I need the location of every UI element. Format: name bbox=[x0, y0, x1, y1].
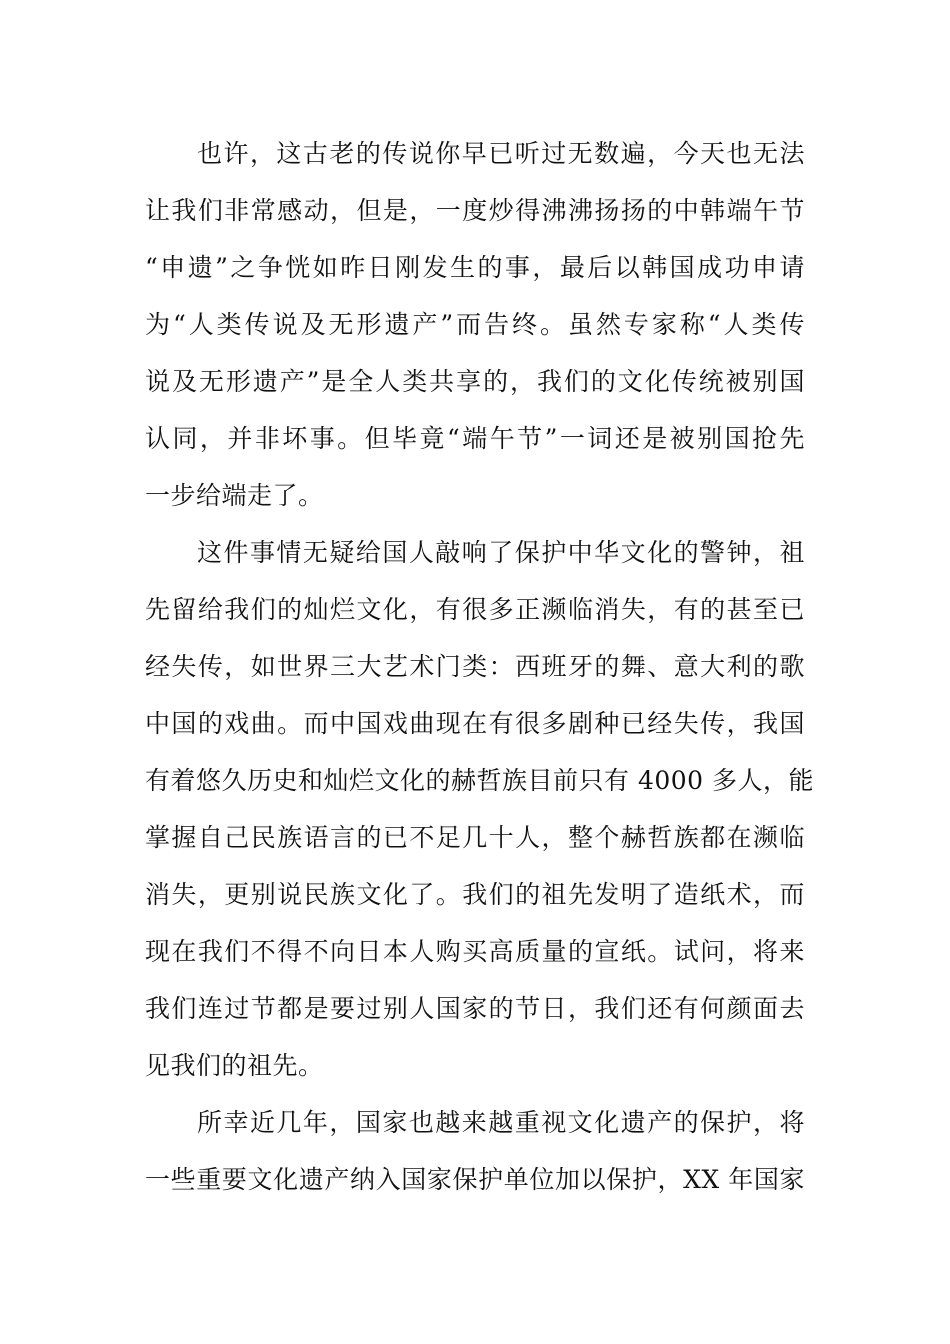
paragraph-line: 让我们非常感动，但是，一度炒得沸沸扬扬的中韩端午节 bbox=[145, 196, 805, 225]
paragraph-line: 也许，这古老的传说你早已听过无数遍，今天也无法 bbox=[197, 139, 805, 168]
paragraph-line: 有着悠久历史和灿烂文化的赫哲族目前只有 4000 多人，能 bbox=[145, 766, 815, 795]
paragraph-line: 现在我们不得不向日本人购买高质量的宣纸。试问，将来 bbox=[145, 937, 805, 966]
paragraph-line: 消失，更别说民族文化了。我们的祖先发明了造纸术，而 bbox=[145, 880, 805, 909]
paragraph-line: 见我们的祖先。 bbox=[145, 1051, 324, 1080]
paragraph-line: 认同，并非坏事。但毕竟“端午节”一词还是被别国抢先 bbox=[145, 424, 805, 453]
paragraph-line: 说及无形遗产”是全人类共享的，我们的文化传统被别国 bbox=[145, 367, 805, 396]
paragraph-line: 先留给我们的灿烂文化，有很多正濒临消失，有的甚至已 bbox=[145, 595, 805, 624]
paragraph-line: 一步给端走了。 bbox=[145, 481, 324, 510]
paragraph-line: 中国的戏曲。而中国戏曲现在有很多剧种已经失传，我国 bbox=[145, 709, 805, 738]
paragraph-line: 一些重要文化遗产纳入国家保护单位加以保护，XX 年国家 bbox=[145, 1165, 805, 1194]
paragraph-line: 所幸近几年，国家也越来越重视文化遗产的保护，将 bbox=[197, 1108, 805, 1137]
paragraph-line: “申遗”之争恍如昨日刚发生的事，最后以韩国成功申请 bbox=[145, 253, 805, 282]
paragraph-line: 为“人类传说及无形遗产”而告终。虽然专家称“人类传 bbox=[145, 310, 805, 339]
paragraph-line: 经失传，如世界三大艺术门类：西班牙的舞、意大利的歌 bbox=[145, 652, 805, 681]
paragraph-line: 我们连过节都是要过别人国家的节日，我们还有何颜面去 bbox=[145, 994, 805, 1023]
paragraph-line: 掌握自己民族语言的已不足几十人，整个赫哲族都在濒临 bbox=[145, 823, 805, 852]
paragraph-line: 这件事情无疑给国人敲响了保护中华文化的警钟，祖 bbox=[197, 538, 805, 567]
